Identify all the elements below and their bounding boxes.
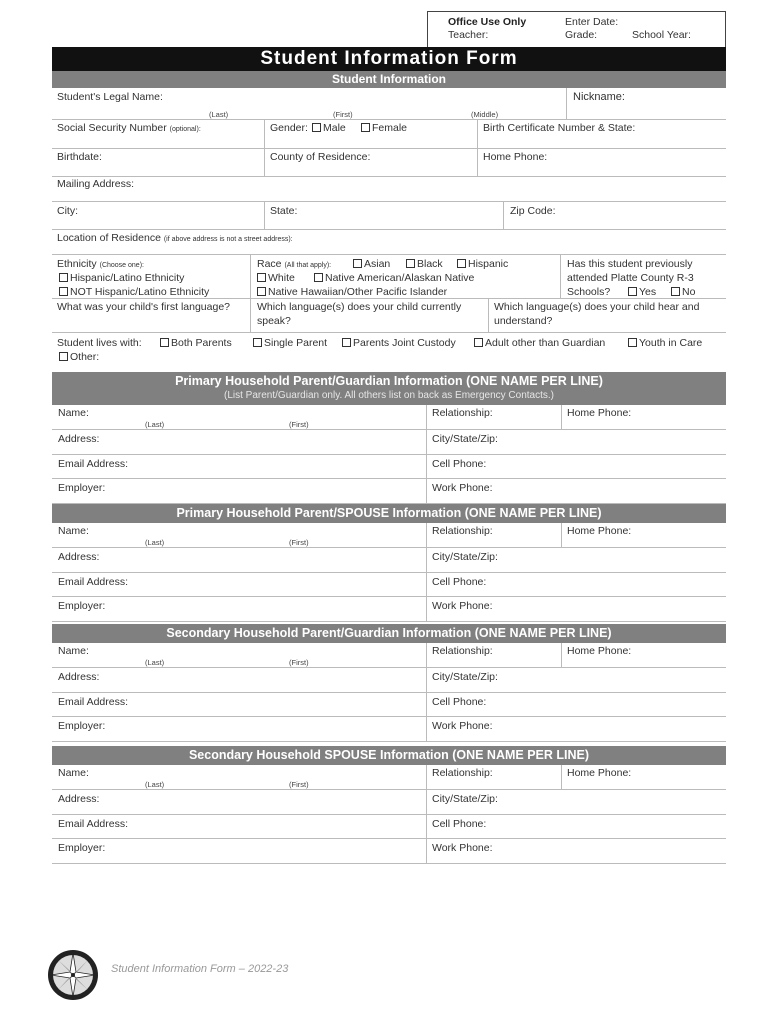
guardian-employer-label: Employer: [58, 842, 106, 854]
checkbox-other[interactable] [59, 352, 68, 361]
guardian-relationship-label: Relationship: [432, 767, 493, 779]
gender-female-option[interactable]: Female [361, 122, 407, 134]
guardian-name-first-hint: (First) [289, 538, 309, 547]
gender-label: Gender: [270, 122, 308, 134]
race-label: Race (All that apply): [257, 258, 332, 270]
guardian-name-first-hint: (First) [289, 420, 309, 429]
checkbox-not-hispanic[interactable] [59, 287, 68, 296]
nickname-label: Nickname: [573, 91, 625, 103]
guardian-employer-label: Employer: [58, 482, 106, 494]
speak-language-line2: speak? [257, 315, 291, 327]
guardian-city-state-zip-label: City/State/Zip: [432, 551, 498, 563]
lives-youth-care-option[interactable]: Youth in Care [628, 337, 702, 349]
form-title-bar: Student Information Form [52, 47, 726, 71]
guardian-email-label: Email Address: [58, 818, 129, 830]
guardian-cell-phone-label: Cell Phone: [432, 576, 487, 588]
checkbox-race-hispanic[interactable] [457, 259, 466, 268]
checkbox-asian[interactable] [353, 259, 362, 268]
guardian-section-title: Primary Household Parent/SPOUSE Information (ONE NAME PER LINE) [176, 506, 602, 520]
previously-attended-line3: Schools? [567, 286, 611, 298]
checkbox-other-adult[interactable] [474, 338, 483, 347]
location-label: Location of Residence (if above address is not a street address): [57, 232, 293, 244]
birth-cert-label: Birth Certificate Number & State: [483, 122, 636, 134]
office-use-title: Office Use Only [448, 16, 527, 28]
ssn-label: Social Security Number (optional): [57, 122, 201, 134]
lives-other-adult-option[interactable]: Adult other than Guardian [474, 337, 605, 349]
ethnicity-label: Ethnicity (Choose one): [57, 258, 144, 270]
guardian-work-phone-label: Work Phone: [432, 482, 493, 494]
lives-single-option[interactable]: Single Parent [253, 337, 327, 349]
name-middle-hint: (Middle) [471, 110, 499, 119]
guardian-employer-label: Employer: [58, 600, 106, 612]
guardian-name-label: Name: [58, 525, 89, 537]
previously-attended-line1: Has this student previously [567, 258, 693, 270]
race-hawaiian-option[interactable]: Native Hawaiian/Other Pacific Islander [257, 286, 447, 298]
guardian-address-label: Address: [58, 671, 100, 683]
guardian-relationship-label: Relationship: [432, 407, 493, 419]
guardian-cell-phone-label: Cell Phone: [432, 818, 487, 830]
gender-male-option[interactable]: Male [312, 122, 346, 134]
hear-language-line2: understand? [494, 315, 553, 327]
guardian-section-header [52, 504, 726, 523]
guardian-relationship-label: Relationship: [432, 525, 493, 537]
student-legal-name-label: Student's Legal Name: [57, 91, 163, 103]
guardian-name-last-hint: (Last) [145, 538, 165, 547]
checkbox-black[interactable] [406, 259, 415, 268]
checkbox-hispanic[interactable] [59, 273, 68, 282]
guardian-name-last-hint: (Last) [145, 420, 165, 429]
lives-joint-option[interactable]: Parents Joint Custody [342, 337, 456, 349]
first-language-label: What was your child's first language? [57, 301, 231, 313]
county-label: County of Residence: [270, 151, 371, 163]
guardian-email-label: Email Address: [58, 458, 129, 470]
office-enter-date-label: Enter Date: [565, 16, 619, 28]
guardian-city-state-zip-label: City/State/Zip: [432, 433, 498, 445]
guardian-work-phone-label: Work Phone: [432, 720, 493, 732]
previously-attended-line2: attended Platte County R-3 [567, 272, 694, 284]
name-last-hint: (Last) [209, 110, 229, 119]
guardian-home-phone-label: Home Phone: [567, 645, 632, 657]
guardian-email-label: Email Address: [58, 696, 129, 708]
guardian-name-label: Name: [58, 407, 89, 419]
home-phone-label: Home Phone: [483, 151, 548, 163]
guardian-employer-label: Employer: [58, 720, 106, 732]
hear-language-line1: Which language(s) does your child hear and [494, 301, 700, 313]
guardian-email-label: Email Address: [58, 576, 129, 588]
guardian-section-subtitle: (List Parent/Guardian only. All others list on back as Emergency Contacts.) [224, 390, 554, 401]
checkbox-white[interactable] [257, 273, 266, 282]
guardian-home-phone-label: Home Phone: [567, 525, 632, 537]
lives-with-label: Student lives with: [57, 337, 142, 349]
checkbox-hawaiian[interactable] [257, 287, 266, 296]
checkbox-single-parent[interactable] [253, 338, 262, 347]
race-black-option[interactable]: Black [406, 258, 443, 270]
office-teacher-label: Teacher: [448, 29, 489, 41]
checkbox-no[interactable] [671, 287, 680, 296]
guardian-section-title: Secondary Household SPOUSE Information (ONE NAME PER LINE) [188, 748, 590, 762]
lives-both-option[interactable]: Both Parents [160, 337, 232, 349]
guardian-city-state-zip-label: City/State/Zip: [432, 793, 498, 805]
race-white-option[interactable]: White [257, 272, 295, 284]
checkbox-native-american[interactable] [314, 273, 323, 282]
compass-logo-icon [46, 948, 100, 1002]
guardian-section-header [52, 746, 726, 765]
student-section-header: Student Information [52, 71, 726, 88]
guardian-name-label: Name: [58, 767, 89, 779]
city-label: City: [57, 205, 78, 217]
guardian-section-header [52, 372, 726, 405]
prev-no-option[interactable]: No [671, 286, 695, 298]
guardian-section-header [52, 624, 726, 643]
guardian-name-first-hint: (First) [289, 780, 309, 789]
ethnicity-not-hispanic-option[interactable]: NOT Hispanic/Latino Ethnicity [59, 286, 209, 298]
guardian-work-phone-label: Work Phone: [432, 842, 493, 854]
guardian-address-label: Address: [58, 551, 100, 563]
birthdate-label: Birthdate: [57, 151, 102, 163]
office-grade-label: Grade: [565, 29, 598, 41]
footer-text: Student Information Form – 2022-23 [111, 963, 289, 975]
ethnicity-hispanic-option[interactable]: Hispanic/Latino Ethnicity [59, 272, 184, 284]
guardian-cell-phone-label: Cell Phone: [432, 458, 487, 470]
race-hispanic-option[interactable]: Hispanic [457, 258, 508, 270]
guardian-address-label: Address: [58, 433, 100, 445]
checkbox-female[interactable] [361, 123, 370, 132]
guardian-section-title: Primary Household Parent/Guardian Information (ONE NAME PER LINE) [175, 374, 603, 388]
name-first-hint: (First) [333, 110, 353, 119]
guardian-city-state-zip-label: City/State/Zip: [432, 671, 498, 683]
race-asian-option[interactable]: Asian [353, 258, 390, 270]
checkbox-both-parents[interactable] [160, 338, 169, 347]
guardian-relationship-label: Relationship: [432, 645, 493, 657]
checkbox-youth-care[interactable] [628, 338, 637, 347]
lives-other-option[interactable]: Other: [59, 351, 99, 363]
guardian-home-phone-label: Home Phone: [567, 407, 632, 419]
guardian-name-label: Name: [58, 645, 89, 657]
office-school-year-label: School Year: [632, 29, 691, 41]
checkbox-joint-custody[interactable] [342, 338, 351, 347]
guardian-name-last-hint: (Last) [145, 658, 165, 667]
race-native-option[interactable]: Native American/Alaskan Native [314, 272, 474, 284]
guardian-cell-phone-label: Cell Phone: [432, 696, 487, 708]
guardian-work-phone-label: Work Phone: [432, 600, 493, 612]
checkbox-male[interactable] [312, 123, 321, 132]
mailing-address-label: Mailing Address: [57, 178, 135, 190]
state-label: State: [270, 205, 298, 217]
guardian-address-label: Address: [58, 793, 100, 805]
checkbox-yes[interactable] [628, 287, 637, 296]
speak-language-line1: Which language(s) does your child currently [257, 301, 462, 313]
guardian-home-phone-label: Home Phone: [567, 767, 632, 779]
guardian-section-title: Secondary Household Parent/Guardian Information (ONE NAME PER LINE) [166, 626, 612, 640]
zip-label: Zip Code: [510, 205, 556, 217]
guardian-name-last-hint: (Last) [145, 780, 165, 789]
prev-yes-option[interactable]: Yes [628, 286, 656, 298]
guardian-name-first-hint: (First) [289, 658, 309, 667]
